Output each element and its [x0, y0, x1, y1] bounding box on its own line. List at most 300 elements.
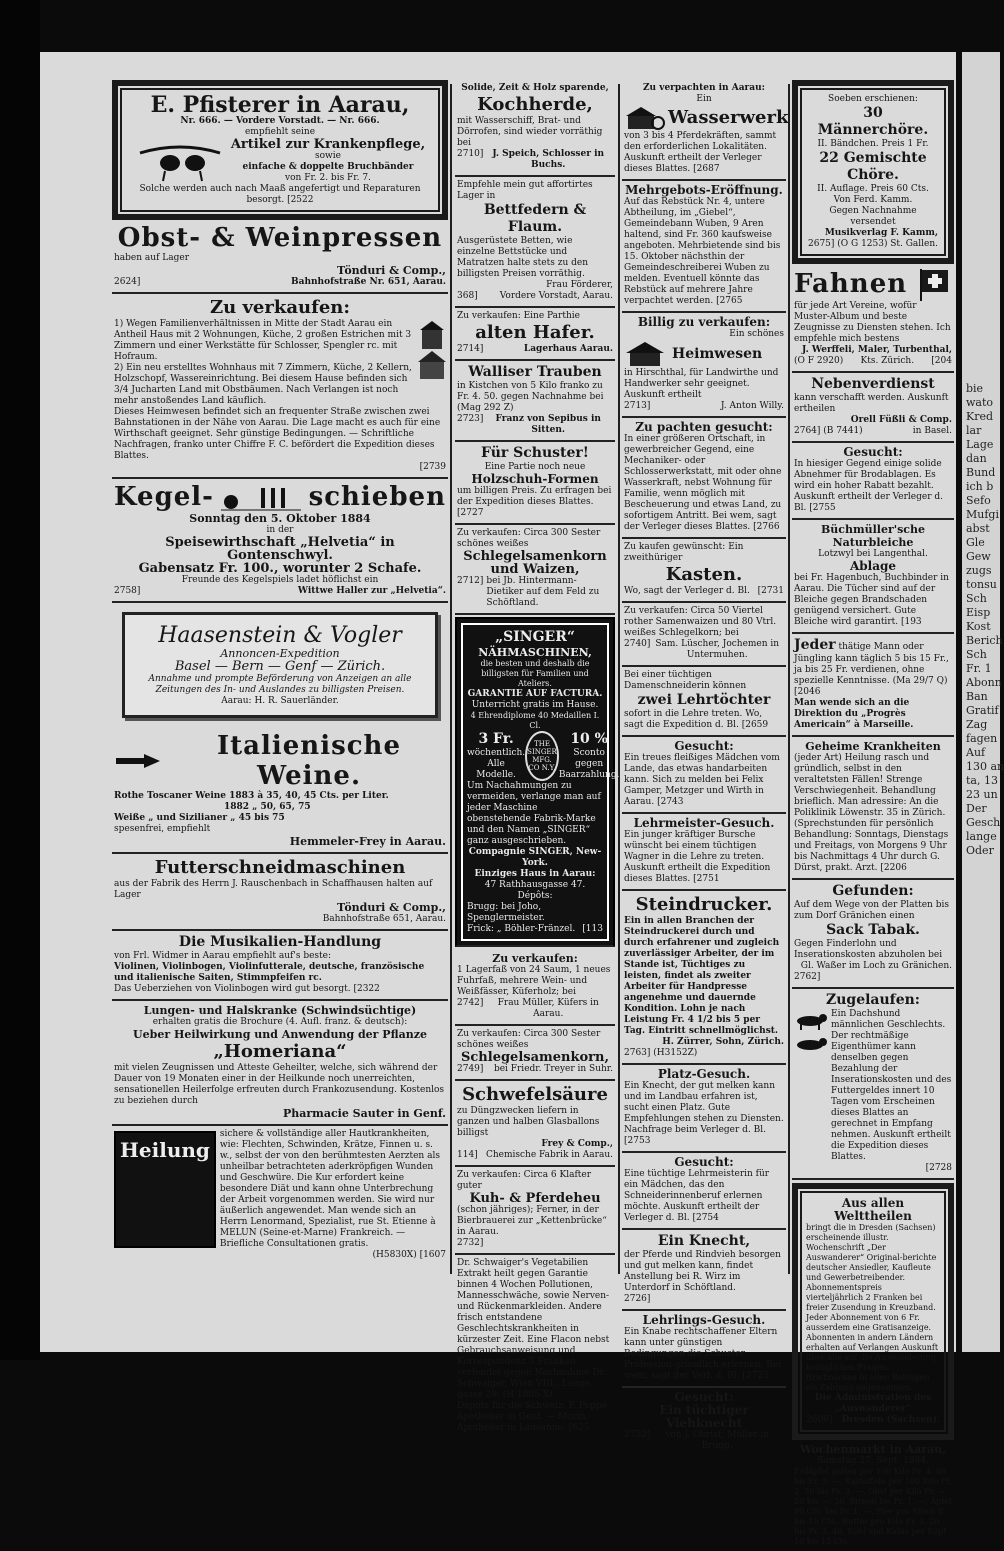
- adjacent-page-fragment: Fr. 1: [966, 662, 992, 675]
- ad-text: Artikel zur Krankenpflege,: [230, 137, 426, 152]
- ad-hafer: [455, 308, 615, 361]
- ad-ref: [2687: [693, 164, 720, 174]
- house-icon: [418, 319, 446, 389]
- ad-text: bei Friedr. Treyer in Suhr.: [493, 1064, 613, 1074]
- ad-text: Ein schönes: [729, 329, 784, 339]
- ad-firm: Die Administration des „Auswanderer“: [814, 1393, 932, 1414]
- adjacent-page-fragment: dan: [966, 452, 987, 465]
- ad-ref: 2758]: [114, 586, 141, 596]
- ad-zu-pachten: [622, 418, 786, 539]
- adjacent-page-fragment: bie: [966, 382, 984, 395]
- ad-title: Gefunden:: [832, 883, 914, 899]
- ad-text: Ausgerüstete Betten, wie einzelne Bettstücke und Matratzen halte stets zu den billigsten Preisen vorräthig.: [457, 236, 588, 279]
- ad-title: Wasserwerk: [668, 107, 789, 128]
- adjacent-page-fragment: fagen: [966, 732, 998, 745]
- adjacent-page-fragment: Gle: [966, 536, 985, 549]
- ad-singer: [455, 617, 620, 947]
- ad-text: Zu verkaufen: Circa 6 Klafter guter: [457, 1170, 592, 1191]
- ad-text: Empfehle mein gut affortirtes Lager in: [457, 180, 593, 201]
- ad-text: Weiße „ und Sizilianer „ 45 bis 75: [114, 813, 285, 823]
- column-2: [455, 80, 620, 1433]
- ad-text: kann verschafft werden. Auskunft ertheilen: [794, 393, 949, 414]
- farmhouse-icon: [624, 340, 668, 368]
- ad-platz-gesuch: [622, 1065, 786, 1153]
- ad-schlegelsamen-1: [455, 525, 615, 615]
- ad-text: 4 Ehrendiplome 40 Medaillen I. Cl.: [470, 711, 600, 730]
- ad-text: Briefmarken in allen Beträgen als Zahlung angenommen.: [806, 1373, 930, 1392]
- ad-text: zu Düngzwecken liefern in ganzen und halben Glasballons billigst: [457, 1106, 600, 1138]
- ad-text: der Pferde und Rindvieh besorgen und gut melken kann, findet Anstellung bei R. Wirz im Unterdorf in Schöftland.: [624, 1250, 781, 1293]
- ad-ref: [204: [931, 356, 952, 366]
- ad-title: Gesucht:: [674, 1155, 734, 1169]
- adjacent-page-fragment: Oder: [966, 844, 994, 857]
- logo-text: THE SINGER MFG. CO N.Y.: [527, 740, 557, 772]
- ad-firm: J. Werffeli, Maler, Turbenthal,: [802, 345, 952, 355]
- adjacent-page-fragment: lange: [966, 830, 997, 843]
- truss-icon: [135, 141, 225, 181]
- adjacent-page-fragment: wato: [966, 396, 994, 409]
- ad-ref: 2600]: [806, 1415, 833, 1425]
- adjacent-page-fragment: Kred: [966, 410, 994, 423]
- ad-firm: Tönduri & Comp.,: [336, 264, 446, 277]
- ad-title: zwei Lehrtöchter: [637, 692, 771, 708]
- ad-pfisterer: [112, 80, 448, 220]
- ad-title: Fahnen: [794, 269, 908, 299]
- ad-date: Sonntag den 5. Oktober 1884: [189, 512, 371, 525]
- ad-title: Kegel-: [114, 482, 214, 512]
- ad-text: Alle Modelle.: [476, 759, 516, 780]
- ad-title: Futterschneidmaschinen: [154, 857, 406, 878]
- ad-steindrucker: [622, 891, 786, 1065]
- ad-walliser-trauben: [455, 361, 615, 442]
- adjacent-page-fragment: Mufgi: [966, 508, 999, 521]
- ad-text: Ein Dachshund männlichen Geschlechts. Der rechtmäßige Eigenthümer kann denselben gegen Bezahlung der Inserationskosten und des Futtergeldes innert 10 Tagen vom Erscheinen dieses Blattes an gerechnet in Empfang nehmen. Auskunft ertheilt die Expedition dieses Blattes.: [831, 1009, 952, 1162]
- ad-title: Steindrucker.: [635, 894, 773, 915]
- ad-text: mit Wasserschiff, Brat- und Dörrofen, sind wieder vorräthig bei: [457, 116, 603, 148]
- adjacent-page-fragment: Lage: [966, 438, 994, 451]
- ad-mehrgebot: [622, 181, 786, 313]
- ad-text: Solide, Zeit & Holz sparende,: [461, 83, 609, 93]
- ad-ref: 368]: [457, 291, 478, 301]
- ad-text: Unterricht gratis im Hause.: [471, 700, 599, 710]
- ad-firm: Frau Müller, Küfers in Aarau.: [497, 998, 599, 1019]
- ad-ref: [2727: [457, 508, 484, 518]
- ad-ref: [2728: [925, 1163, 952, 1173]
- ad-text: Dr. Schwaiger's Vegetabilien Extrakt heilt gegen Garantie binnen 4 Wochen Pollutionen, Mannesschwäche, sowie Nerven- und Rückenmarkleiden. Andere frisch entstandene Geschlechtskrankheiten in kürzester Zeit. Eine Flacon nebst Gebrauchsanweisung und Korrespondenz 5 Franken verfendet gegen Nachnahme Dr. Schwaiger, Wien VIII., Lange gasse 29. (H 1805 X): [457, 1258, 610, 1400]
- ad-text: die besten und deshalb die billigsten für Familien und Ateliers.: [480, 659, 590, 688]
- ad-schuster: [455, 442, 615, 525]
- ad-firm: Orell Füßli & Comp.: [850, 415, 952, 425]
- ad-text: Gegen Finderlohn und Inserationskosten abzuholen bei: [794, 939, 943, 960]
- ad-ref: [2522: [287, 195, 314, 205]
- ad-text: Lungen- und Halskranke (Schwindsüchtige): [143, 1004, 417, 1017]
- ad-ref: 2740]: [624, 639, 651, 649]
- ad-ref: [2753: [624, 1136, 651, 1146]
- ad-text: empfiehlt seine: [244, 127, 316, 137]
- ad-title: Italienische Weine.: [216, 731, 401, 791]
- ad-naturbleiche: [792, 520, 954, 634]
- ad-firm: H. Zürrer, Sohn, Zürich.: [662, 1037, 784, 1047]
- ad-ref: [2725: [742, 1371, 769, 1381]
- ad-text: Einziges Haus in Aarau:: [474, 869, 596, 879]
- ad-title: Die Musikalien-Handlung: [178, 934, 382, 950]
- ad-homeriana: [112, 1001, 448, 1126]
- ad-text: in Hirschthal, für Landwirthe und Handwerker sehr geeignet. Auskunft ertheilt: [624, 368, 779, 400]
- ad-text: II. Bändchen. Preis 1 Fr.: [817, 139, 929, 149]
- ad-ref: [2322: [353, 984, 380, 994]
- ad-heilung: [112, 1126, 448, 1265]
- ad-firm: Hemmeler-Frey in Aarau.: [289, 835, 446, 848]
- ad-text: Lotzwyl bei Langenthal.: [818, 549, 928, 559]
- ad-text: von Frl. Widmer in Aarau empfiehlt auf's beste:: [114, 951, 332, 961]
- ad-text: erhalten gratis die Brochure (4. Aufl. franz. & deutsch):: [152, 1017, 408, 1027]
- ad-title: Bettfedern & Flaum.: [483, 202, 587, 235]
- ad-title: Gesucht:: [674, 739, 734, 753]
- ad-text: (jeder Art) Heilung rasch und gründlich, selbst in den veraltetsten Fällen! Strenge Verschwiegenheit. Behandlung brieflich. Man adressire: An die Poliklinik Löwenstr. 35 in Zürich. (Sprechstunden für persönlich Behandlung: Sonntags, Dienstags und Freitags, von Morgens 9 Uhr bis Nachmittags 4 Uhr durch G. Dürst, prakt. Arzt.: [794, 753, 949, 873]
- ad-address: 47 Rathhausgasse 47.: [484, 880, 586, 890]
- ad-text: Sconto gegen Baarzahlung.: [558, 748, 620, 780]
- ad-text: 2) Ein neu erstelltes Wohnhaus mit 7 Zimmern, Küche, 2 Kellern, Holzschopf, Wassereinrichtung. Bei diesem Hause befinden sich 3/4 Jucharten Land mit Obstbäumen. Nach Verlangen ist noch mehr anstoßendes Land käuflich.: [114, 363, 412, 406]
- ad-text: von Fr. 2. bis Fr. 7.: [285, 173, 371, 183]
- ad-ref: 2675] (O G 1253): [808, 239, 888, 249]
- ad-text: sichere & vollständige aller Hautkrankheiten, wie: Flechten, Schwinden, Krätze, Finnen u. s. w., selbst der von den berühmtesten Aerzten als unheilbar betrachteten aderkröpfigen Wunden und Geschwüre. Die Kur erfordert keine besondere Diät und kann ohne Unterbrechung der Arbeit vorgenommen werden. Sie wird nur äußerlich angewendet. Man wende sich an Herrn Lenormand, Spezialist, rue St. Etienne à MELUN (Seine-et-Marne) Frankreich. — Briefliche Consultationen gratis.: [219, 1129, 440, 1249]
- ad-title: Haasenstein & Vogler: [158, 623, 402, 648]
- ad-text: bei Jb. Hintermann-Dietiker auf dem Feld zu Schöftland.: [486, 576, 600, 608]
- ad-ref: 2732]: [457, 1238, 484, 1248]
- ad-title: Ein tüchtiger Viehknecht: [659, 1403, 749, 1430]
- ad-obst: [112, 220, 448, 294]
- ad-firm: Lagerhaus Aarau.: [523, 344, 613, 354]
- ad-title: Kuh- & Pferdeheu: [469, 1191, 601, 1206]
- ad-haasenstein: [112, 603, 448, 728]
- adjacent-page-fragment: Sch: [966, 648, 987, 661]
- mill-icon: [624, 105, 664, 131]
- adjacent-page-fragment: abst: [966, 522, 990, 535]
- ad-title: 30 Männerchöre.: [817, 105, 929, 138]
- ad-text: sowie: [315, 151, 341, 161]
- ad-text: Erdäpfel galten per 100 Kilo Fr. 4. 50 bis Fr. 5. —, Kartoffeln per 100 Kilo Fr. 2. 50 bis Fr. 3. —, Obst per Kilo Fr. —. 20 bis —. 30, Birnen bis Fr. 1. —, Äpfel 80 Cts. bis Fr. 1. —, Eier pro Stück 8 bis 10 Cts., Butter pro Kilo Fr. 3. 20 bis Fr. 3. 40, Kohl und Kabis per Kopf 10 bis 15 Cts.: [794, 1467, 952, 1546]
- ad-address: Kts. Zürich.: [860, 356, 915, 366]
- ad-text: 1) Wegen Familienverhältnissen in Mitte der Stadt Aarau ein Antheil Haus mit 2 Wohnungen, Küche, 2 großen Estrichen mit 3 Zimmern und einer Werkstätte für Schlosser, Spengler rc. mit Hofraum.: [114, 319, 412, 362]
- ad-text: II. Auflage. Preis 60 Cts.: [817, 184, 929, 194]
- pointing-hand-icon: [114, 748, 164, 774]
- ad-title: Schlegelsamenkorn,: [461, 1050, 609, 1065]
- ad-ref: [193: [900, 617, 922, 627]
- column-4: [792, 80, 954, 1546]
- ad-schwaiger: [455, 1255, 615, 1438]
- ad-title: Sack Tabak.: [826, 922, 920, 938]
- ad-text: Zu verkaufen: Circa 300 Sester schönes weißes: [457, 1029, 601, 1050]
- adjacent-page-fragment: tonsu: [966, 578, 997, 591]
- column-rule: [618, 84, 620, 1274]
- ad-ref: [2765: [716, 296, 743, 306]
- ad-text: einfache & doppelte Bruchbänder: [242, 162, 414, 172]
- ad-text: Frick: „ Böhler-Fränzel.: [467, 924, 576, 934]
- ad-firm: Frau Förderer,: [546, 280, 613, 290]
- ad-ref: 2749]: [457, 1064, 484, 1074]
- ad-firm: Frey & Comp.,: [541, 1139, 613, 1149]
- ad-text: wöchentlich.: [467, 748, 526, 758]
- ad-text: 1 Lagerfaß von 24 Saum, 1 neues Fuhrfaß, mehrere Wein- und Weißfässer, Küferholz; bei: [457, 965, 611, 997]
- ad-text: für jede Art Vereine, wofür Muster-Album und beste Zeugnisse zu Diensten stehen. Ich empfehle mich bestens: [794, 301, 951, 344]
- adjacent-page-fragment: Gew: [966, 550, 991, 563]
- ad-text: Um Nachahmungen zu vermeiden, verlange man auf jeder Maschine obenstehende Fabrik-Marke und den Namen „SINGER“ ganz ausgeschrieben.: [467, 781, 601, 846]
- ad-heimwesen: [622, 313, 786, 418]
- ad-title: Kasten.: [665, 564, 743, 585]
- ad-text: um billigen Preis. Zu erfragen bei der Expedition dieses Blattes.: [457, 486, 612, 507]
- ad-text: Eine tüchtige Lehrmeisterin für ein Mädchen, das den Schneiderinnenberuf erlernen möchte. Auskunft ertheilt der Verleger d. Bl.: [624, 1169, 770, 1223]
- singer-logo-icon: [525, 731, 559, 781]
- bowling-icon: [221, 482, 301, 512]
- ad-brodablagen: [792, 443, 954, 520]
- ad-firm: Sam. Lüscher, Jochemen in Untermuhen.: [655, 639, 780, 660]
- ad-title: „Homeriana“: [213, 1041, 347, 1062]
- ad-text: (schon jähriges); Ferner, in der Bierbrauerei zur „Kettenbrücke“ in Aarau.: [457, 1205, 607, 1237]
- adjacent-page-fragment: Bund: [966, 466, 996, 479]
- ad-title: Heilung: [114, 1131, 216, 1248]
- ad-title: Ablage: [849, 559, 897, 573]
- ad-ref: 2714]: [457, 344, 484, 354]
- ad-address: Chemische Fabrik in Aarau.: [485, 1150, 613, 1160]
- ad-title: Zugelaufen:: [826, 992, 920, 1008]
- ad-title: Billig zu verkaufen:: [637, 315, 771, 329]
- ad-text: Aarau: H. R. Sauerländer.: [221, 696, 339, 706]
- ad-pferdeheu: [455, 1167, 615, 1255]
- ad-knecht: [622, 1230, 786, 1311]
- adjacent-page-fragment: Abonn: [966, 676, 1002, 689]
- ad-zu-verkaufen: [112, 294, 448, 479]
- ad-address: Bahnhofstraße 651, Aarau.: [322, 914, 446, 924]
- ad-text: In einer größeren Ortschaft, in gewerbreicher Gegend, eine Mechaniker- oder Schlosserwerkstatt, mit oder ohne Wasserkraft, nebst Wohnung für Familie, wenn möglich mit Bescheuerung und etwas Land, zu sofortigem Antritt. Bei wem, sagt der Verleger dieses Blattes.: [624, 434, 782, 532]
- ad-text: mit vielen Zeugnissen und Atteste Geheilter, welche, sich während der Dauer von 19 Monaten einer in der Heilkunde noch unerreichten, sensationellen Heilerfolge erfreuten durch Frankozusendung. Kostenlos zu beziehen durch: [114, 1063, 445, 1106]
- ad-firm: J. Speich, Schlosser in Buchs.: [492, 149, 605, 170]
- ad-ref: (O F 2920): [794, 356, 844, 366]
- ad-text: aus der Fabrik des Herrn J. Rauschenbach in Schaffhausen halten auf Lager: [114, 879, 433, 900]
- ad-text: Brugg: bei Joho, Spenglermeister.: [467, 902, 545, 923]
- ad-ref: 114]: [457, 1150, 478, 1160]
- ad-text: bei Fr. Hagenbuch, Buchbinder in Aarau. Die Tücher sind auf der Bleiche gegen Brandschaden genügend versichert. Gute Bleiche wird garantirt.: [794, 573, 949, 627]
- ad-title: Jeder: [794, 637, 836, 653]
- ad-text: spesenfrei, empfiehlt: [114, 824, 211, 834]
- adjacent-page-fragment: Sefo: [966, 494, 991, 507]
- ad-ref: 2742]: [457, 998, 484, 1008]
- ad-text: Auf das Rebstück Nr. 4, untere Abtheilung, im „Giebel“, Gemeindebann Wuben, 9 Aren haltend, sind Fr. 360 kaufsweise angeboten. Mehrbietende sind bis 15. Oktober nächsthin der Gemeindeschreiberei Wuben zu melden. Eventuell könnte das Rebstück auf mehrere Jahre verpachtet werden.: [624, 197, 781, 306]
- ad-text: Ein treues fleißiges Mädchen vom Lande, das etwas handarbeiten kann. Sich zu melden bei Felix Gamper, Metzger und Wirth in Aarau.: [624, 753, 780, 807]
- ad-address: Dresden (Sachsen).: [841, 1415, 940, 1425]
- adjacent-page-fragment: Sch: [966, 592, 987, 605]
- ad-address: Bahnhofstraße Nr. 651, Aarau.: [291, 277, 446, 287]
- ad-text: Basel — Bern — Genf — Zürich.: [174, 659, 386, 674]
- adjacent-page-fragment: Gratif: [966, 704, 999, 717]
- ad-ref: [2206: [880, 863, 907, 873]
- ad-title: Ein Knecht,: [657, 1233, 751, 1249]
- ad-wasserwerk: [622, 80, 789, 181]
- adjacent-page-fragment: 130 an: [966, 760, 1004, 773]
- ad-address: Nr. 666. — Vordere Vorstadt. — Nr. 666.: [180, 116, 380, 126]
- ad-text: Annoncen-Expedition: [220, 647, 340, 660]
- ad-text: GARANTIE AUF FACTURA.: [467, 689, 603, 699]
- dachshund-icon: [794, 1009, 828, 1055]
- ad-text: Rothe Toscaner Weine 1883 à 35, 40, 45 Cts. per Liter.: [114, 791, 389, 801]
- ad-text: Man wende sich an die Direktion du „Progrès Americain“ à Marseille.: [794, 698, 914, 730]
- ad-geheime-krankheiten: [792, 737, 954, 880]
- ad-auswanderer: [792, 1183, 954, 1440]
- swiss-flag-icon: [918, 267, 952, 301]
- ad-title: Zu verkaufen:: [492, 952, 578, 965]
- ad-futterschneid: [112, 854, 448, 931]
- ad-address: in Basel.: [912, 426, 952, 436]
- column-rule: [788, 84, 790, 1274]
- ad-ref: [2731: [757, 586, 784, 596]
- ad-text: Soeben erschienen:: [828, 94, 918, 104]
- adjacent-page-fragment: Gesch: [966, 816, 1001, 829]
- ad-text: sofort in die Lehre treten. Wo, sagt die Expedition d. Bl.: [624, 709, 763, 730]
- scan-edge: [0, 0, 40, 1360]
- ad-lagerfass: [455, 949, 615, 1026]
- ad-title: Walliser Trauben: [468, 364, 602, 380]
- ad-text: Gabensatz Fr. 100., worunter 2 Schafe.: [138, 561, 422, 576]
- ad-maennerchoere: [792, 80, 954, 264]
- ad-title: Gesucht:: [674, 1390, 734, 1404]
- ad-text: Speisewirthschaft „Helvetia“ in Gontenschwyl.: [165, 535, 395, 563]
- ad-musikalien: [112, 931, 448, 1001]
- ad-kegelschieben: [112, 479, 448, 603]
- ad-ref: [2766: [753, 522, 780, 532]
- ad-firm: Compagnie SINGER, New-York.: [468, 847, 602, 868]
- ad-text: haben auf Lager: [114, 253, 189, 263]
- ad-text: Solche werden auch nach Maaß angefertigt und Reparaturen besorgt.: [139, 184, 421, 205]
- ad-gesucht-maedchen: [622, 737, 786, 814]
- ad-text: Zu verkaufen: Circa 50 Viertel rother Samenwaizen und 80 Vtrl. weißes Schlegelkorn; bei: [624, 606, 777, 638]
- ad-text: Zu verkaufen: Eine Parthie: [457, 311, 580, 321]
- ad-title: Schlegelsamenkorn: [463, 549, 607, 564]
- ad-kasten: [622, 539, 786, 603]
- ad-address: St. Gallen.: [890, 239, 938, 249]
- ad-text: Dieses Heimwesen befindet sich an frequenter Straße zwischen zwei Bahnstationen in der Nähe von Aarau. Die Lage macht es auch für eine Wirthschaft geeignet. Sehr günstige Bedingungen. — Schriftliche Nachfragen, franko unter Chiffre F. C. befördert die Expedition dieses Blattes.: [114, 407, 441, 461]
- ad-ref: 2752]: [624, 1430, 651, 1440]
- ad-title: Geheime Krankheiten: [805, 740, 941, 753]
- ad-firm: Tönduri & Comp.,: [336, 901, 446, 914]
- column-3: [622, 80, 789, 1451]
- adjacent-page-fragment: lar: [966, 424, 982, 437]
- ad-gefunden: [792, 880, 954, 989]
- ad-title: „SINGER“: [495, 629, 575, 645]
- ad-viehknecht: [622, 1388, 786, 1456]
- ad-ref: [625: [568, 1423, 590, 1433]
- ad-ref: 2710]: [457, 149, 484, 159]
- ad-ref: [2754: [692, 1213, 719, 1223]
- ad-ref: 2764] (B 7441): [794, 426, 863, 436]
- ad-firm: Pharmacie Sauter in Genf.: [282, 1107, 446, 1120]
- ad-text: Zu kaufen gewünscht: Ein zweithüriger: [624, 542, 744, 563]
- ad-gesucht-lehrmeisterin: [622, 1153, 786, 1230]
- column-rule: [450, 84, 452, 1274]
- ad-lehrtoechter: [622, 667, 786, 737]
- ad-firm: Wittwe Haller zur „Helvetia“.: [297, 586, 446, 596]
- ad-text: Gegen Nachnahme versendet: [829, 206, 917, 227]
- adjacent-page-fragment: ich b: [966, 480, 994, 493]
- ad-title: Wochenmarkt in Aarau,: [800, 1443, 946, 1456]
- ad-bettfedern: [455, 177, 615, 308]
- ad-nebenverdienst: [792, 373, 954, 443]
- ad-ref: 2713]: [624, 401, 651, 411]
- ad-title: alten Hafer.: [475, 322, 595, 343]
- ad-firm: J. Anton Willy.: [720, 401, 784, 411]
- ad-samenwaizen: [622, 603, 786, 667]
- ad-italienische-weine: [112, 728, 448, 854]
- ad-text: Ein: [696, 94, 712, 104]
- ad-text: in der: [266, 525, 294, 535]
- ad-text: Eine Partie noch neue: [484, 462, 586, 472]
- ad-ref: 2712]: [457, 576, 484, 586]
- ad-title: Schwefelsäure: [462, 1084, 608, 1105]
- ad-title: und Waizen,: [490, 562, 580, 577]
- adjacent-page-fragment: 23 un: [966, 788, 998, 801]
- adjacent-page-text: [962, 52, 1004, 858]
- ad-text: Ein in allen Branchen der Steindruckerei durch und durch erfahrener und zugleich zuverlässiger Arbeiter, der im Stande ist, Tüchtiges zu leisten, findet als zweiter Arbeiter für Handpresse angenehme und dauernde Kondition. Lohn je nach Leistung Fr. 4 1/2 bis 5 per Tag. Eintritt schnellmöglichst.: [624, 916, 780, 1036]
- ad-title: Gesucht:: [843, 445, 903, 459]
- column-1: [112, 80, 448, 1280]
- ad-kochherde: [455, 80, 615, 177]
- ad-text: thätige Mann oder Jüngling kann täglich 5 bis 15 Fr., ja bis 25 Fr. verdienen, ohne spezielle Kenntnisse. (Ma 29/7 Q): [794, 642, 949, 686]
- ad-ref: [2739: [419, 462, 446, 472]
- ad-schlegelsamen-2: [455, 1026, 615, 1081]
- ad-date: Samstag 27. Sept. 1884.: [817, 1456, 929, 1466]
- ad-price: 3 Fr.: [478, 731, 514, 747]
- ad-title: Aus allen Welttheilen: [834, 1196, 912, 1223]
- ad-title: Platz-Gesuch.: [657, 1067, 751, 1081]
- ad-text: Von Ferd. Kamm.: [833, 195, 913, 205]
- ad-fahnen: [792, 264, 954, 373]
- adjacent-page-fragment: Kost: [966, 620, 991, 633]
- adjacent-page-fragment: zugs: [966, 564, 992, 577]
- ad-text: Ein Knecht, der gut melken kann und im Landbau erfahren ist, sucht einen Platz. Gute Empfehlungen stehen zu Diensten. Nachfrage beim Verleger d. Bl.: [624, 1081, 784, 1135]
- ad-text: Freunde des Kegelspiels ladet höflichst ein: [181, 575, 379, 585]
- adjacent-page-fragment: Zag: [966, 718, 988, 731]
- ad-title: Büchmüller'sche Naturbleiche: [820, 523, 926, 549]
- ad-ref: 2624]: [114, 277, 141, 287]
- ad-title: 22 Gemischte Chöre.: [819, 150, 927, 183]
- ad-ref: 2723]: [457, 414, 484, 424]
- ad-title: Zu pachten gesucht:: [635, 420, 773, 434]
- adjacent-page-fragment: ta, 13: [966, 774, 998, 787]
- ad-title: Zu verkaufen:: [209, 297, 351, 318]
- ad-ref: [2755: [809, 503, 836, 513]
- ad-title: schieben: [308, 482, 446, 512]
- ad-text: Violinen, Violinbogen, Violinfutterale, deutsche, französische und italienische Saiten, Stimmpfeifen rc.: [114, 962, 425, 983]
- ad-text: Dépôts:: [517, 891, 553, 901]
- ad-ref: [2743: [657, 797, 684, 807]
- adjacent-page-fragment: Der: [966, 802, 987, 815]
- ad-firm: Gl. Waßer im Loch zu Gränichen.: [800, 961, 952, 971]
- ad-title: Kochherde,: [477, 94, 593, 115]
- ad-title: E. Pfisterer in Aarau,: [150, 92, 410, 118]
- ad-firm: Franz von Sepibus in Sitten.: [495, 414, 601, 435]
- ad-text: Bei einer tüchtigen Damenschneiderin können: [624, 670, 747, 691]
- ad-title: Lehrlings-Gesuch.: [642, 1313, 766, 1327]
- adjacent-page-fragment: Ban: [966, 690, 988, 703]
- ad-firm: Musikverlag F. Kamm,: [824, 228, 938, 238]
- ad-text: In hiesiger Gegend einige solide Abnehmer für Brodablagen. Es wird ein hoher Rabatt bezahlt. Auskunft ertheilt der Verleger d. Bl.: [794, 459, 944, 513]
- ad-text: Annahme und prompte Beförderung von Anzeigen an alle Zeitungen des In- und Auslandes zu billigsten Preisen.: [148, 674, 412, 695]
- ad-text: Zu verpachten in Aarau:: [642, 83, 765, 93]
- ad-text: Zu verkaufen: Circa 300 Sester schönes weißes: [457, 528, 601, 549]
- ad-text: Ueber Heilwirkung und Anwendung der Pflanze: [133, 1028, 427, 1041]
- ad-text: von J. Obrist, Müller in Brugg.: [665, 1430, 770, 1451]
- ad-title: NÄHMASCHINEN,: [478, 646, 592, 659]
- ad-ref: 2762]: [794, 972, 821, 982]
- ad-address: Vordere Vorstadt, Aarau.: [499, 291, 613, 301]
